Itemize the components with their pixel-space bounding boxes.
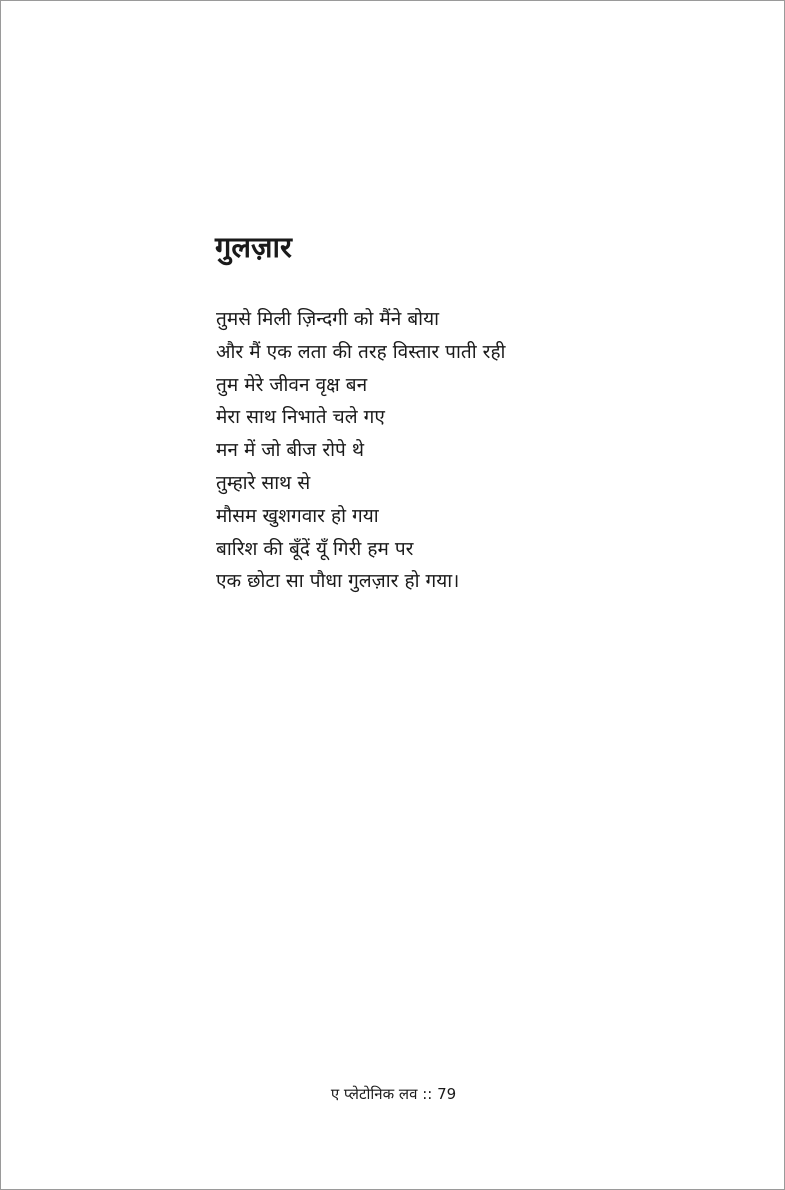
poem-line: एक छोटा सा पौधा गुलज़ार हो गया। — [216, 570, 460, 593]
poem-body — [216, 303, 505, 598]
footer-separator: :: — [422, 1085, 433, 1103]
running-title: ए प्लेटोनिक लव — [330, 1085, 418, 1103]
page-footer — [1, 1082, 785, 1106]
poem-line: तुम्हारे साथ से — [216, 471, 311, 494]
poem-line: मौसम खुशगवार हो गया — [216, 504, 379, 527]
page-number: 79 — [437, 1085, 457, 1103]
poem-line: बारिश की बूँदें यूँ गिरी हम पर — [216, 537, 414, 560]
poem-line: तुमसे मिली ज़िन्दगी को मैंने बोया — [216, 308, 440, 330]
poem-line: तुम मेरे जीवन वृक्ष बन — [216, 373, 368, 396]
poem-line: मेरा साथ निभाते चले गए — [216, 406, 385, 429]
poem-line: और मैं एक लता की तरह विस्तार पाती रही — [216, 340, 506, 363]
poem-line: मन में जो बीज रोपे थे — [216, 439, 364, 462]
poem-title: गुलज़ार — [215, 230, 292, 264]
